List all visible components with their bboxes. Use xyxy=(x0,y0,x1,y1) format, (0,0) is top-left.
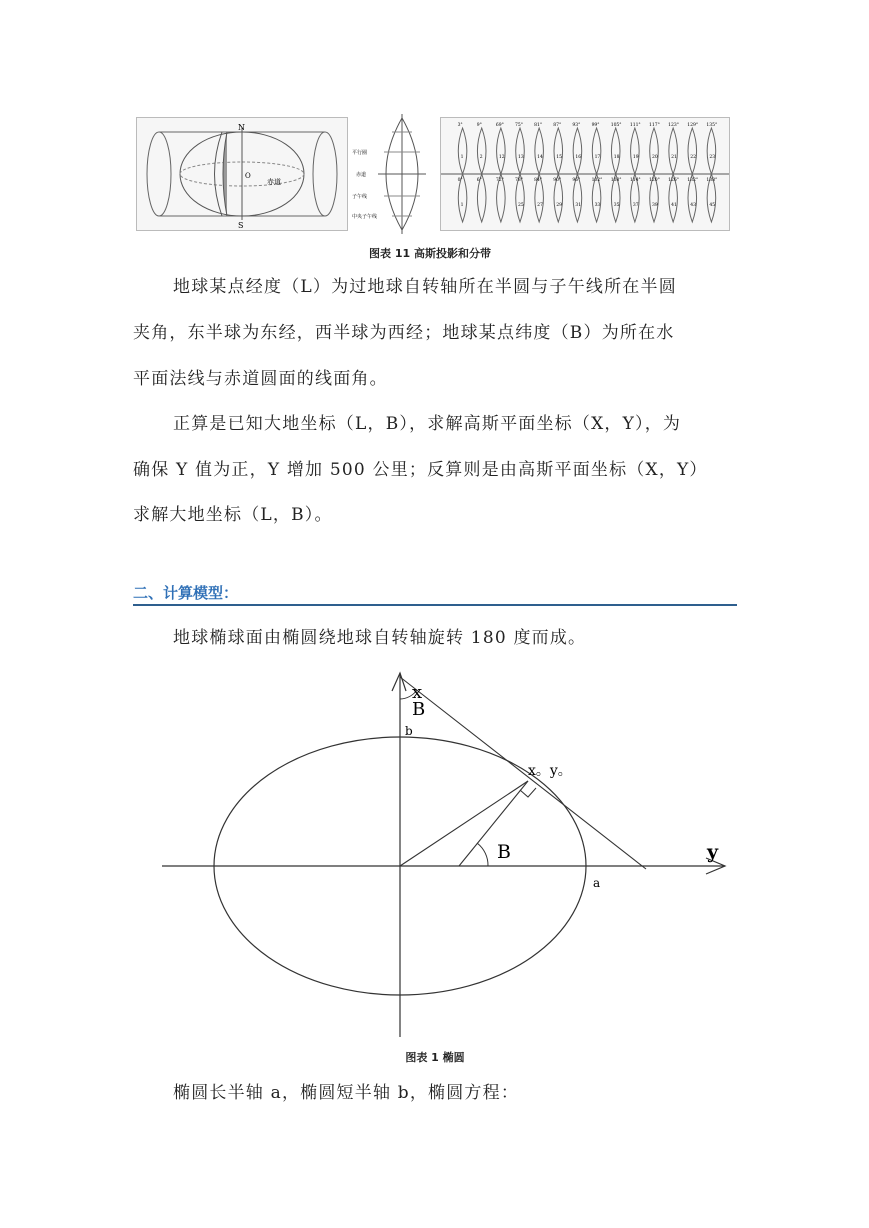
zone-bottom-degree: 114° xyxy=(629,178,641,183)
lune-label-3: 子午线 xyxy=(352,194,368,200)
zone-strip-top xyxy=(650,128,659,174)
tangent-line xyxy=(400,677,646,869)
zone-top-number: 18 xyxy=(613,155,620,160)
zone-bottom-number: 29 xyxy=(556,203,563,208)
zone-top-degree: 9° xyxy=(476,123,482,128)
gauss-figure-panel-lune xyxy=(352,112,428,236)
zone-top-degree: 135° xyxy=(706,123,718,128)
figure-caption-gauss: 图表 11 高斯投影和分带 xyxy=(369,247,491,260)
zone-top-degree: 93° xyxy=(572,123,581,128)
angle-arc-B xyxy=(477,843,488,866)
paragraph-ellipse-equation: 椭圆长半轴 a，椭圆短半轴 b，椭圆方程： xyxy=(173,1083,520,1103)
section-heading: 二、计算模型： xyxy=(133,584,239,602)
zone-top-degree: 123° xyxy=(668,123,679,128)
zone-bottom-degree: 90° xyxy=(553,178,562,183)
zone-bottom-degree: 84° xyxy=(534,178,543,183)
zone-top-degree: 3° xyxy=(457,123,463,128)
zone-bottom-number: 39 xyxy=(652,203,658,208)
zone-bottom-degree: 6° xyxy=(476,178,482,183)
zone-bottom-number: 37 xyxy=(632,203,639,208)
zone-bottom-number: 33 xyxy=(594,203,601,208)
zone-top-number: 23 xyxy=(709,155,716,160)
paragraph-longitude-line1: 地球某点经度（L）为过地球自转轴所在半圆与子午线所在半圆 xyxy=(173,277,677,297)
label-B-angle: B xyxy=(497,841,511,863)
paragraph-longitude-line3: 平面法线与赤道圆面的线面角。 xyxy=(133,369,388,389)
center-label: O xyxy=(245,172,251,180)
gauss-figure-panel-cylinder xyxy=(136,117,348,231)
north-label: N xyxy=(238,123,245,132)
label-x-axis: x xyxy=(412,682,423,703)
paragraph-forward-line3: 求解大地坐标（L，B）。 xyxy=(133,505,333,525)
zone-strip-top xyxy=(573,128,582,174)
zone-bottom-degree: 72° xyxy=(495,178,504,183)
paragraph-forward-line2: 确保 Y 值为正，Y 增加 500 公里；反算则是由高斯平面坐标（X，Y） xyxy=(133,460,708,480)
lune-label-2: 赤道 xyxy=(356,172,367,178)
lune-label-4: 中央子午线 xyxy=(352,214,378,220)
zone-top-number: 12 xyxy=(498,155,505,160)
label-point: x。y。 xyxy=(528,763,572,779)
zone-top-number: 21 xyxy=(671,155,677,160)
paragraph-ellipsoid: 地球椭球面由椭圆绕地球自转轴旋转 180 度而成。 xyxy=(173,628,587,648)
zone-bottom-degree: 138° xyxy=(706,178,718,183)
gauss-figure-panel-zones xyxy=(440,117,730,231)
zone-bottom-number: 25 xyxy=(518,203,524,208)
zone-top-degree: 105° xyxy=(610,123,622,128)
label-a: a xyxy=(593,876,601,890)
zone-top-number: 19 xyxy=(632,155,639,160)
zone-bottom-number: 27 xyxy=(537,203,543,208)
zone-strip-top xyxy=(688,128,697,174)
zone-bottom-degree: 102° xyxy=(591,178,603,183)
lune-label-1: 平行圈 xyxy=(352,150,368,156)
zone-strip-top xyxy=(458,128,467,174)
zone-bottom-degree: 78° xyxy=(515,178,523,183)
paragraph-longitude-line2: 夹角，东半球为东经，西半球为西经；地球某点纬度（B）为所在水 xyxy=(133,323,675,343)
label-B-top: B xyxy=(412,699,426,720)
x-axis-arrow xyxy=(392,673,406,691)
zone-strip-top xyxy=(707,128,716,174)
zone-bottom-degree: 126° xyxy=(668,178,679,183)
zone-top-degree: 117° xyxy=(649,123,660,128)
normal-line xyxy=(459,781,528,866)
paragraph-forward-line1: 正算是已知大地坐标（L，B），求解高斯平面坐标（X，Y），为 xyxy=(173,414,682,434)
zone-bottom-degree: 132° xyxy=(687,178,699,183)
zone-top-number: 15 xyxy=(556,155,563,160)
zone-bottom-degree: 96° xyxy=(572,178,581,183)
zone-top-degree: 69° xyxy=(495,123,504,128)
zone-strip-top xyxy=(535,128,544,174)
zone-top-degree: 81° xyxy=(534,123,543,128)
figure-caption-ellipse: 图表 1 椭圆 xyxy=(405,1051,465,1064)
zone-top-number: 1 xyxy=(460,155,464,160)
zone-bottom-degree: 108° xyxy=(610,178,622,183)
zone-strip-top xyxy=(477,128,486,174)
cylinder-projection-drawing xyxy=(137,118,347,230)
zone-top-number: 22 xyxy=(690,155,697,160)
zone-top-number: 17 xyxy=(594,155,601,160)
zone-top-number: 14 xyxy=(537,155,543,160)
lune-drawing xyxy=(352,112,428,236)
zone-bottom-degree: 0° xyxy=(457,178,463,183)
zone-bottom-number: 41 xyxy=(671,203,677,208)
label-y-axis: y xyxy=(707,841,719,863)
zone-top-number: 20 xyxy=(652,155,658,160)
label-b: b xyxy=(405,724,413,738)
zone-strip-top xyxy=(592,128,601,174)
zone-top-number: 16 xyxy=(575,155,582,160)
zone-strip-top xyxy=(516,128,525,174)
zone-bottom-number: 31 xyxy=(575,203,582,208)
zone-bottom-number: 1 xyxy=(460,203,464,208)
zone-top-degree: 129° xyxy=(687,123,699,128)
zone-top-number: 2 xyxy=(479,155,483,160)
zone-top-degree: 111° xyxy=(629,123,641,128)
zone-top-degree: 99° xyxy=(591,123,600,128)
ellipse-diagram xyxy=(150,665,750,1050)
zone-strip-top xyxy=(497,128,506,174)
right-angle-marker xyxy=(520,788,536,797)
equator-label: 赤道 xyxy=(267,178,281,186)
projection-zones-drawing xyxy=(441,118,729,230)
zone-top-degree: 75° xyxy=(515,123,523,128)
zone-strip-top xyxy=(631,128,640,174)
zone-strip-top xyxy=(669,128,678,174)
zone-bottom-number: 35 xyxy=(613,203,620,208)
zone-bottom-number: 45 xyxy=(709,203,716,208)
zone-top-degree: 87° xyxy=(553,123,562,128)
zone-bottom-degree: 120° xyxy=(649,178,660,183)
zone-strip-top xyxy=(554,128,563,174)
zone-strip-top xyxy=(611,128,620,174)
heading-underline xyxy=(133,604,737,606)
zone-top-number: 13 xyxy=(518,155,524,160)
zone-bottom-number: 43 xyxy=(690,203,697,208)
south-label: S xyxy=(238,221,244,230)
